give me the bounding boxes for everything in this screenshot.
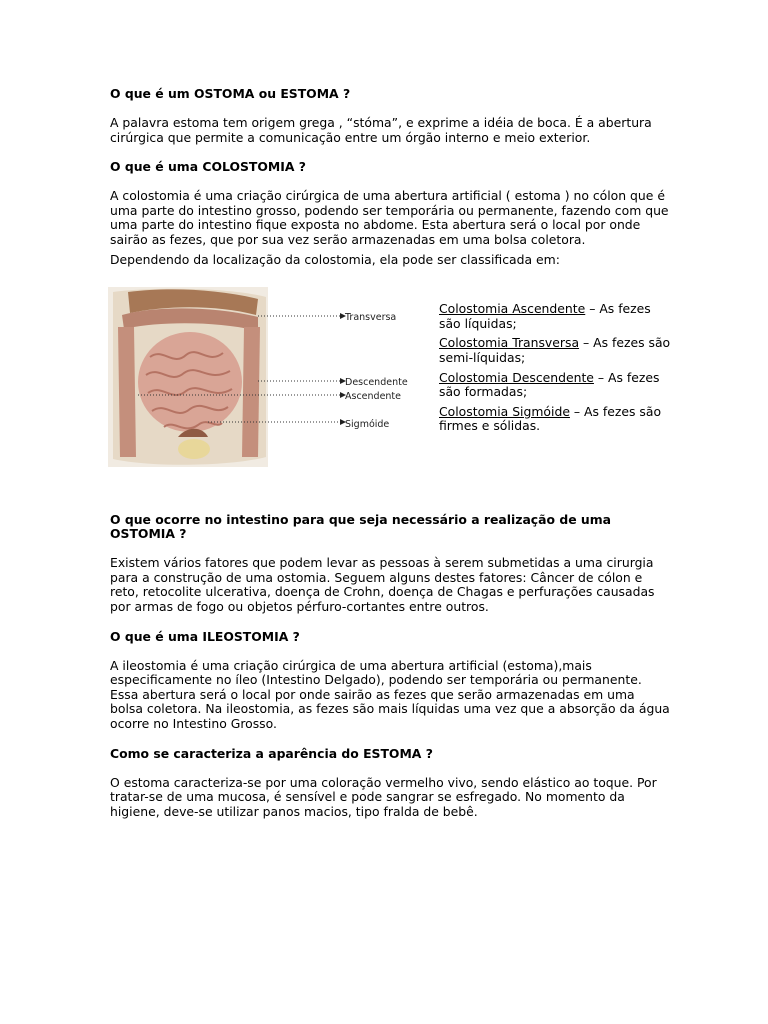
paragraph-colostomia: A colostomia é uma criação cirúrgica de uma abertura artificial ( estoma ) no cólon que é uma parte do intestino grosso, podendo ser temporária ou permanente, fazendo com que uma parte do intestino fique exposta no abdome. Esta abertura será o local por onde sairão as fezes, que por sua vez serão armazenadas em uma bolsa coletora. [110,188,669,247]
type-name: Colostomia Descendente [439,369,594,385]
type-descendente [439,371,671,400]
paragraph-estoma: O estoma caracteriza-se por uma coloração vermelho vivo, sendo elástico ao toque. Por tratar-se de uma mucosa, é sensível e pode sangrar se esfregado. No momento da higiene, deve-se utilizar panos macios, tipo fralda de bebê. [110,774,657,819]
colostomy-figure [110,287,670,477]
paragraph-ileostomia: A ileostomia é uma criação cirúrgica de uma abertura artificial (estoma),mais especificamente no íleo (Intestino Delgado), podendo ser temporária ou permanente. Essa abertura será o local por onde sairão as fezes que serão armazenadas em uma bolsa coletora. Na ileostomia, as fezes são mais líquidas uma vez que a absorção da água ocorre no Intestino Grosso. [110,657,670,731]
heading-ileostomia: O que é uma ILEOSTOMIA ? [110,628,300,644]
type-desc: – As fezes são formadas; [439,369,660,400]
paragraph-ostoma: A palavra estoma tem origem grega , “stóma”, e exprime a idéia de boca. É a abertura cirúrgica que permite a comunicação entre um órgão interno e meio exterior. [110,115,652,145]
type-ascendente [439,302,671,331]
label-ascendente: Ascendente [345,391,402,403]
heading-estoma: Como se caracteriza a aparência do ESTOMA ? [110,745,433,761]
intestine-illustration [108,287,408,477]
paragraph-ostomia: Existem vários fatores que podem levar as pessoas à serem submetidas a uma cirurgia para a construção de uma ostomia. Seguem alguns destes fatores: Câncer de cólon e reto, retocolite ulcerativa, doença de Crohn, doença de Chagas e perfurações causadas por armas de fogo ou objetos pérfuro-cortantes entre outros. [110,555,655,614]
heading-colostomia: O que é uma COLOSTOMIA ? [110,159,306,175]
type-name: Colostomia Sigmóide [439,403,570,419]
type-desc: – As fezes são firmes e sólidas. [439,403,662,434]
heading-ostomia: O que ocorre no intestino para que seja necessário a realização de uma OSTOMIA ? [110,512,612,542]
colostomy-types-list [439,302,671,439]
type-desc: – As fezes são semi-líquidas; [439,335,671,365]
type-desc: – As fezes são líquidas; [439,301,651,331]
type-name: Colostomia Ascendente [439,301,586,317]
label-transversa: Transversa [345,312,397,324]
type-transversa [439,336,671,365]
type-sigmoide [439,405,671,434]
paragraph-classificacao: Dependendo da localização da colostomia, ela pode ser classificada em: [110,251,560,267]
label-descendente: Descendente [345,377,408,389]
heading-ostoma: O que é um OSTOMA ou ESTOMA ? [110,86,351,101]
type-name: Colostomia Transversa [439,335,580,351]
label-sigmoide: Sigmóide [345,419,390,431]
document-body [110,87,670,819]
